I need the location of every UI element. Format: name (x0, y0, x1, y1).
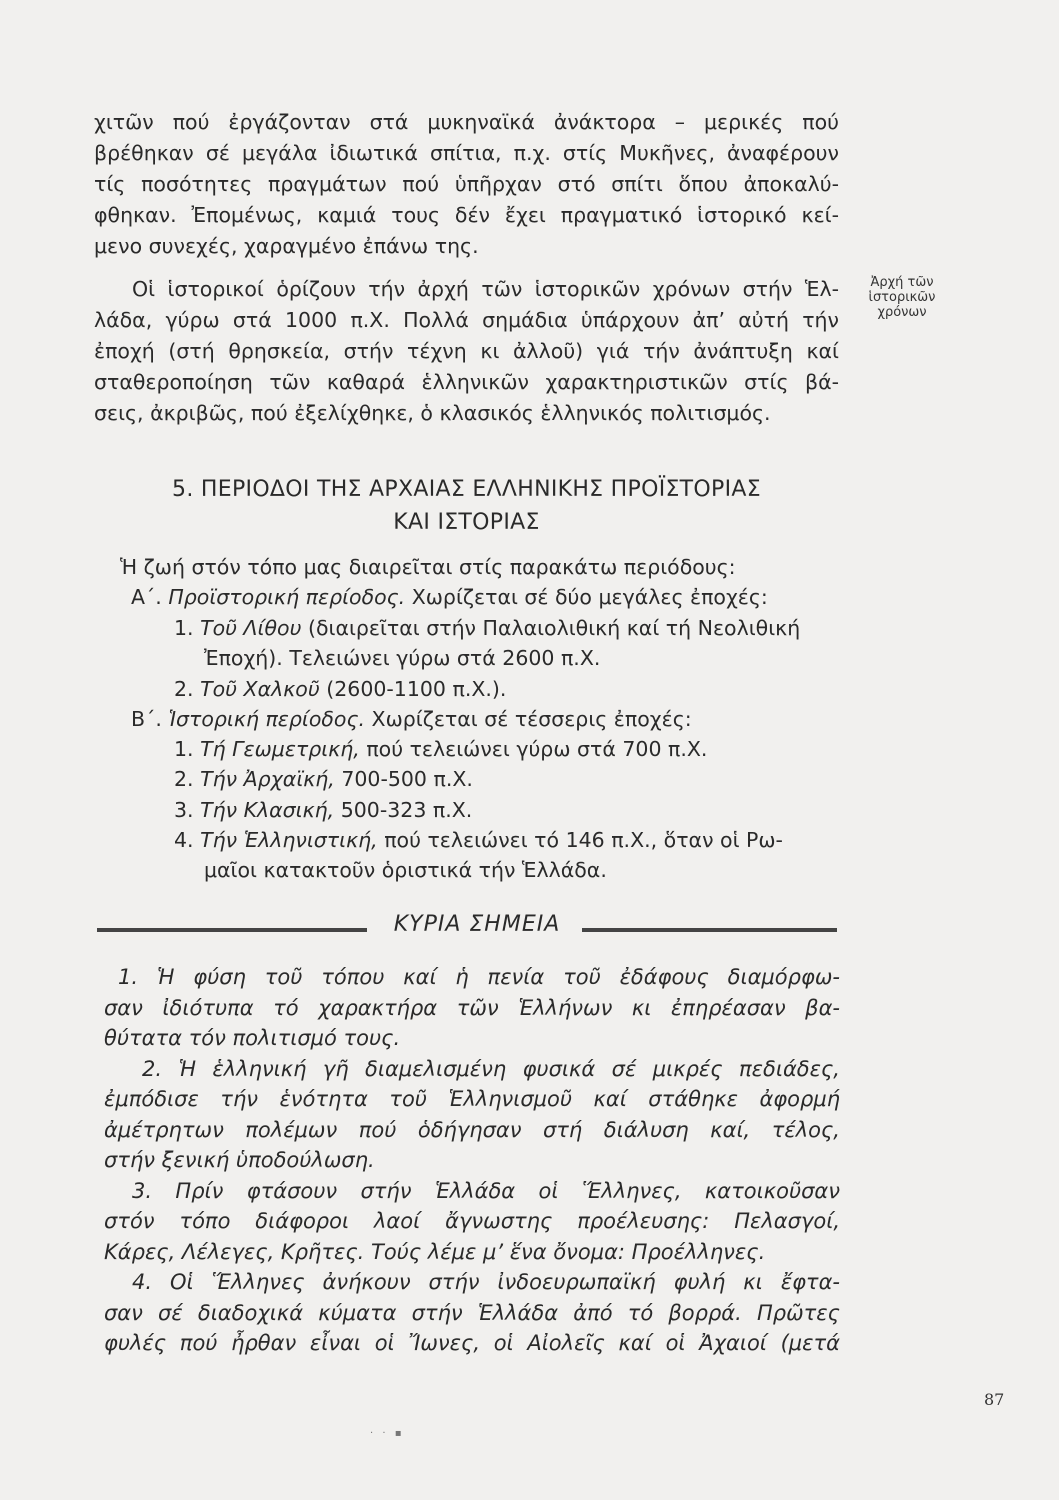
text-line: χιτῶν πού ἐργάζονταν στά μυκηναϊκά ἀνάκτορα – μερικές πού (94, 110, 839, 134)
paragraph-historical-times (94, 274, 839, 429)
paragraph-inscriptions (94, 107, 839, 262)
heading-rule-left (97, 928, 367, 932)
heading-rule-right (582, 928, 837, 932)
era-name: Τοῦ Λίθου (200, 616, 302, 640)
period-b4-cont: μαῖοι κατακτοῦν ὁριστικά τήν Ἑλλάδα. (204, 858, 607, 882)
item-number: 2. (174, 677, 194, 701)
margin-note-line: χρόνων (877, 305, 927, 320)
key-point-line: ἐμπόδισε τήν ἑνότητα τοῦ Ἑλληνισμοῦ καί στάθηκε ἀφορμή (104, 1087, 840, 1111)
text-line: μενο συνεχές, χαραγμένο ἐπάνω της. (94, 234, 479, 258)
section-title-line: ΚΑΙ ΙΣΤΟΡΙΑΣ (393, 510, 540, 535)
key-point-line: φυλές πού ἦρθαν εἶναι οἱ Ἴωνες, οἱ Αἰολεῖς καί οἱ Ἀχαιοί (μετά (104, 1331, 840, 1355)
period-name: Ἱστορική περίοδος. (168, 707, 366, 731)
period-name: Προϊστορική περίοδος. (168, 585, 406, 609)
item-number: 1. (174, 616, 194, 640)
key-point-line: 2. Ἡ ἑλληνική γῆ διαμελισμένη φυσικά σέ μικρές πεδιάδες, (142, 1056, 840, 1081)
item-number: 2. (174, 767, 194, 791)
section-title (94, 473, 839, 539)
key-points-heading: ΚΥΡΙΑ ΣΗΜΕΙΑ (393, 912, 561, 937)
era-name: Τήν Κλασική, (200, 798, 335, 822)
text-line: τίς ποσότητες πραγμάτων πού ὑπῆρχαν στό σπίτι ὅπου ἀποκαλύ- (94, 172, 839, 196)
margin-note (862, 275, 942, 320)
text-line: φθηκαν. Ἐπομένως, καμιά τους δέν ἔχει πραγματικό ἱστορικό κεί- (94, 203, 839, 227)
scan-specks: · · ▪ (370, 1428, 405, 1439)
item-number: 1. (174, 737, 194, 761)
period-a (131, 582, 768, 612)
key-point-line: στόν τόπο διάφοροι λαοί ἄγνωστης προέλευσης: Πελασγοί, (104, 1209, 840, 1233)
text-line: ἐποχή (στή θρησκεία, στήν τέχνη κι ἀλλοῦ) γιά τήν ἀνάπτυξη καί (94, 339, 839, 363)
period-b1 (174, 734, 707, 764)
period-b3 (174, 795, 472, 825)
key-point-line: στήν ξενική ὑποδούλωση. (104, 1148, 375, 1172)
era-desc: (διαιρεῖται στήν Παλαιολιθική καί τή Νεολιθική (301, 616, 801, 640)
key-point-line: Κάρες, Λέλεγες, Κρῆτες. Τούς λέμε μ’ ἕνα ὄνομα: Προέλληνες. (104, 1239, 766, 1264)
margin-note-line: ἱστορικῶν (868, 290, 936, 305)
era-desc: πού τελειώνει τό 146 π.Χ., ὅταν οἱ Ρω- (377, 828, 783, 852)
era-name: Τήν Ἑλληνιστική, (200, 828, 378, 852)
text-line: σταθεροποίηση τῶν καθαρά ἑλληνικῶν χαρακτηριστικῶν στίς βά- (94, 370, 839, 394)
section-title-line: 5. ΠΕΡΙΟΔΟΙ ΤΗΣ ΑΡΧΑΙΑΣ ΕΛΛΗΝΙΚΗΣ ΠΡΟΪΣΤΟΡΙΑΣ (172, 477, 761, 502)
page-number: 87 (984, 1390, 1005, 1409)
period-desc: Χωρίζεται σέ δύο μεγάλες ἐποχές: (405, 585, 768, 609)
key-point-line: 3. Πρίν φτάσουν στήν Ἑλλάδα οἱ Ἕλληνες, κατοικοῦσαν (132, 1178, 840, 1203)
period-b2 (174, 764, 473, 794)
period-b4 (174, 825, 783, 855)
era-name: Τοῦ Χαλκοῦ (200, 677, 320, 701)
key-point-line: σαν ἰδιότυπα τό χαρακτήρα τῶν Ἑλλήνων κι ἐπηρέασαν βα- (104, 995, 840, 1020)
era-desc: 700-500 π.Χ. (334, 767, 473, 791)
key-point-line: 4. Οἱ Ἕλληνες ἀνήκουν στήν ἰνδοευρωπαϊκή φυλή κι ἔφτα- (132, 1270, 840, 1294)
period-a1 (174, 613, 800, 643)
text-line: βρέθηκαν σέ μεγάλα ἰδιωτικά σπίτια, π.χ. στίς Μυκῆνες, ἀναφέρουν (94, 141, 839, 165)
era-name: Τή Γεωμετρική, (200, 737, 360, 761)
period-letter: Α΄. (131, 585, 162, 609)
period-a2 (174, 674, 506, 704)
period-letter: Β΄. (131, 707, 162, 731)
period-desc: Χωρίζεται σέ τέσσερις ἐποχές: (365, 707, 692, 731)
era-desc: πού τελειώνει γύρω στά 700 π.Χ. (359, 737, 708, 761)
key-point-line: 1. Ἡ φύση τοῦ τόπου καί ἡ πενία τοῦ ἐδάφους διαμόρφω- (118, 965, 840, 989)
text-line: σεις, ἀκριβῶς, πού ἐξελίχθηκε, ὁ κλασικός ἑλληνικός πολιτισμός. (94, 401, 771, 425)
era-desc: (2600-1100 π.Χ.). (319, 677, 507, 701)
era-name: Τήν Ἀρχαϊκή, (200, 767, 335, 791)
key-points (104, 962, 840, 1359)
text-line: λάδα, γύρω στά 1000 π.Χ. Πολλά σημάδια ὑπάρχουν ἀπ’ αὐτή τήν (94, 308, 839, 332)
text-line: Οἱ ἱστορικοί ὁρίζουν τήν ἀρχή τῶν ἱστορικῶν χρόνων στήν Ἑλ- (132, 277, 839, 301)
period-a1-cont: Ἐποχή). Τελειώνει γύρω στά 2600 π.Χ. (204, 646, 601, 670)
margin-note-line: Ἀρχή τῶν (870, 275, 934, 290)
key-point-line: ἀμέτρητων πολέμων πού ὁδήγησαν στή διάλυση καί, τέλος, (104, 1117, 840, 1142)
periods-intro: Ἡ ζωή στόν τόπο μας διαιρεῖται στίς παρακάτω περιόδους: (120, 555, 736, 579)
item-number: 3. (174, 798, 194, 822)
key-point-line: θύτατα τόν πολιτισμό τους. (104, 1026, 401, 1050)
period-b (131, 704, 692, 734)
item-number: 4. (174, 828, 194, 852)
key-point-line: σαν σέ διαδοχικά κύματα στήν Ἑλλάδα ἀπό τό βορρά. Πρῶτες (104, 1300, 840, 1325)
era-desc: 500-323 π.Χ. (334, 798, 473, 822)
